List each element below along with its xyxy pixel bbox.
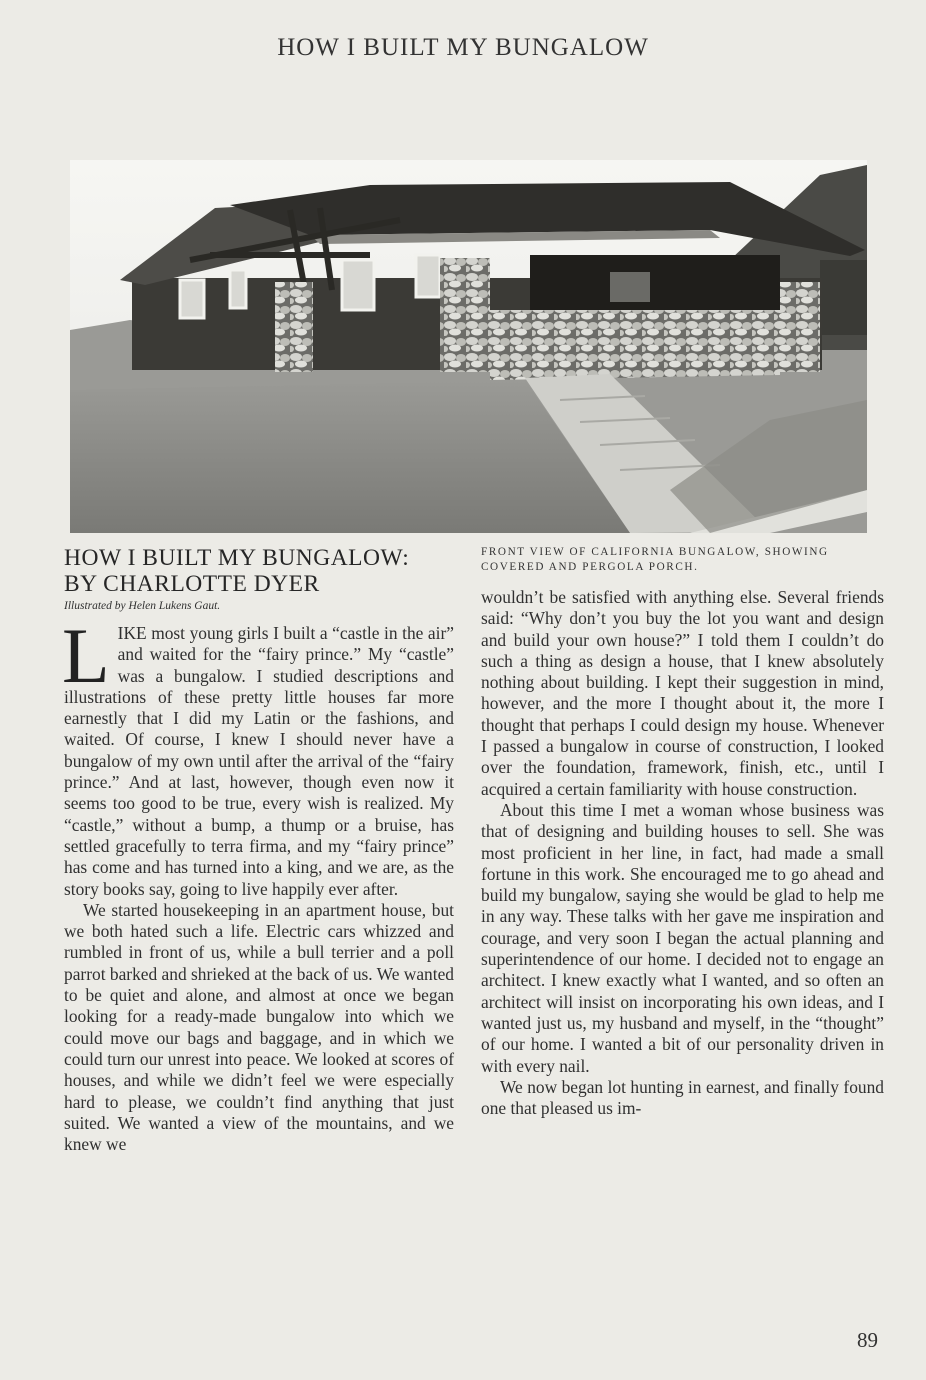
paragraph-4: We now began lot hunting in earnest, and finally found one that pleased us im- bbox=[481, 1076, 884, 1119]
paragraph-2-continued: wouldn’t be satisfied with anything else. Several friends said: “Why don’t you buy the lot you want and design and build your own house?” I told them I couldn’t do such a thing as design a house, that I knew absolutely nothing about building. I kept their suggestion in mind, however, and the more I thought about it, the more I thought that perhaps I could design my house. Whenever I passed a bungalow in course of construction, I looked over the foundation, framework, finish, etc., until I acquired a certain familiarity with house construction. bbox=[481, 587, 884, 799]
byline: Illustrated by Helen Lukens Gaut. bbox=[64, 600, 221, 612]
paragraph-1 bbox=[62, 612, 454, 900]
title-line-1: HOW I BUILT MY BUNGALOW: bbox=[64, 545, 410, 571]
running-head: HOW I BUILT MY BUNGALOW bbox=[277, 34, 649, 61]
paragraph-1-text: IKE most young girls I built a “castle in the air” and waited for the “fairy prince.” My “castle” was a bungalow. I studied descriptions and illustrations of these pretty little houses far more earnestly that I did my Latin or the fashions, and waited. Of course, I knew I should never have a bungalow of my own until after the arrival of the “fairy prince.” And at last, however, though even now it seems too good to be true, every wish is realized. My “castle,” without a bump, a thump or a bruise, has settled gracefully to terra firma, and my “fairy prince” has come and has turned into a king, and we are, as the story books say, going to live happily ever after. bbox=[64, 623, 454, 899]
paragraph-3: About this time I met a woman whose business was that of designing and building houses to sell. She was most proficient in her line, in fact, had made a small fortune in this work. She encouraged me to go ahead and build my bungalow, saying she would be glad to help me in any way. These talks with her gave me inspiration and courage, and very soon I began the actual planning and superintendence of our home. I decided not to engage an architect. I knew exactly what I wanted, and so often an architect will insist on incorporating his own ideas, and I wanted just us, my husband and myself, in the “thought” of our home. I wanted a bit of our personality driven in with every nail. bbox=[481, 799, 884, 1076]
title-line-2: BY CHARLOTTE DYER bbox=[64, 571, 320, 597]
article-title bbox=[64, 545, 454, 597]
photo-caption: FRONT VIEW OF CALIFORNIA BUNGALOW, SHOWING COVERED AND PERGOLA PORCH. bbox=[481, 546, 829, 573]
right-column bbox=[481, 545, 884, 1119]
paragraph-2: We started housekeeping in an apartment house, but we both hated such a life. Electric cars whizzed and rumbled in front of us, while a bull terrier and a poll parrot barked and shrieked at the back of us. We wanted to be quiet and alone, and almost at once we began looking for a ready-made bungalow into which we could move our bags and baggage, and in which we could turn our unrest into peace. We looked at scores of houses, and while we didn’t feel we were especially hard to please, we couldn’t find anything that just suited. We wanted a view of the mountains, and we knew we bbox=[64, 899, 454, 1155]
page-number: 89 bbox=[857, 1328, 878, 1352]
bungalow-photo bbox=[70, 160, 867, 533]
drop-cap: L bbox=[62, 612, 110, 699]
left-column bbox=[64, 545, 454, 1155]
